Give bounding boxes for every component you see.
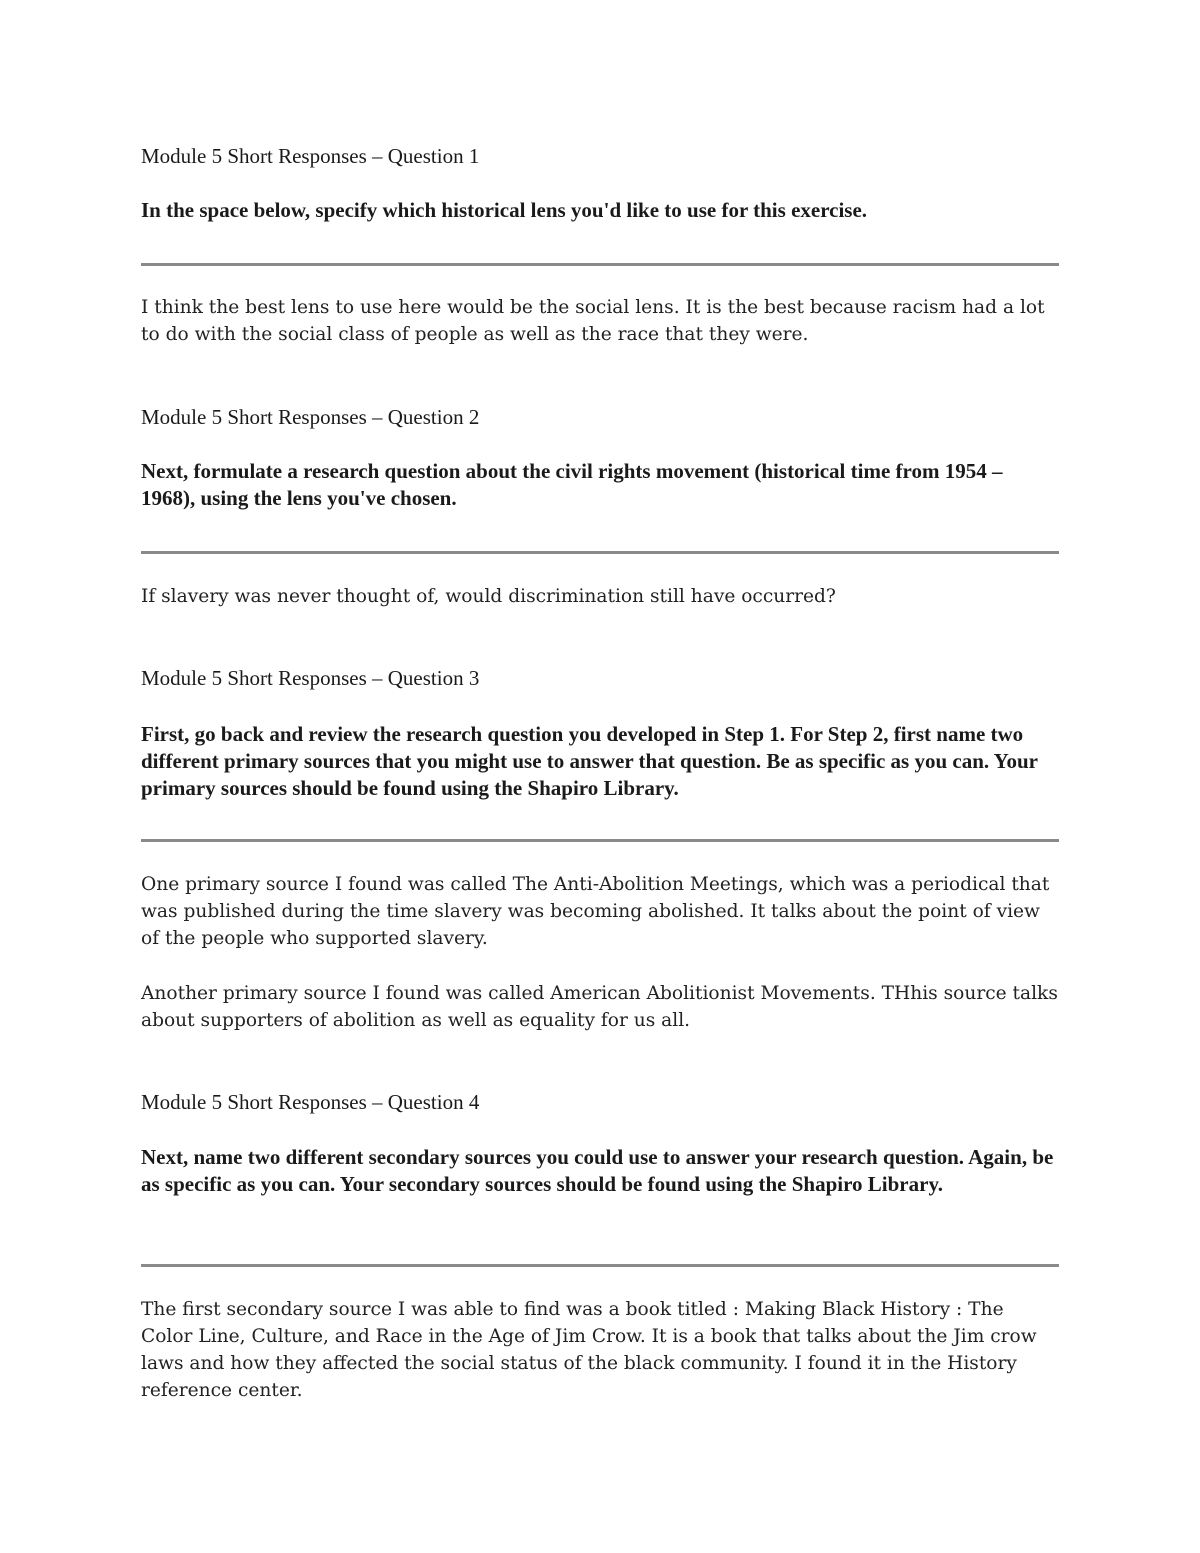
question-2-divider xyxy=(141,551,1059,554)
question-3-answer-1: One primary source I found was called The Anti-Abolition Meetings, which was a periodical that was published during the time slavery was becoming abolished. It talks about the point of view of the people who supported slavery. xyxy=(141,874,1050,949)
question-1-divider xyxy=(141,263,1059,266)
question-1-answer: I think the best lens to use here would be the social lens. It is the best because racism had a lot to do with the social class of people as well as the race that they were. xyxy=(141,297,1045,345)
question-3-divider xyxy=(141,839,1059,842)
question-4-answer: The first secondary source I was able to find was a book titled : Making Black History : The Color Line, Culture, and Race in the Age of Jim Crow. It is a book that talks about the Jim crow laws and how they affected the social status of the black community. I found it in the History reference center. xyxy=(141,1299,1037,1401)
question-3-answer-2: Another primary source I found was called American Abolitionist Movements. THhis source talks about supporters of abolition as well as equality for us all. xyxy=(141,983,1058,1031)
question-2-answer: If slavery was never thought of, would discrimination still have occurred? xyxy=(141,586,836,607)
question-4-title: Module 5 Short Responses – Question 4 xyxy=(141,1090,480,1114)
question-4-divider xyxy=(141,1264,1059,1267)
document-page xyxy=(141,0,1059,1553)
question-2-prompt: Next, formulate a research question about the civil rights movement (historical time from 1954 – 1968), using the lens you've chosen. xyxy=(141,459,1003,510)
question-3-prompt: First, go back and review the research question you developed in Step 1. For Step 2, first name two different primary sources that you might use to answer that question. Be as specific as you can. Your primary sources should be found using the Shapiro Library. xyxy=(141,722,1038,800)
question-3-title: Module 5 Short Responses – Question 3 xyxy=(141,666,480,690)
question-4-prompt: Next, name two different secondary sources you could use to answer your research question. Again, be as specific as you can. Your secondary sources should be found using the Shapiro Library. xyxy=(141,1145,1054,1196)
question-2-title: Module 5 Short Responses – Question 2 xyxy=(141,405,480,429)
question-1-prompt: In the space below, specify which historical lens you'd like to use for this exercise. xyxy=(141,198,868,222)
question-1-title: Module 5 Short Responses – Question 1 xyxy=(141,144,480,168)
